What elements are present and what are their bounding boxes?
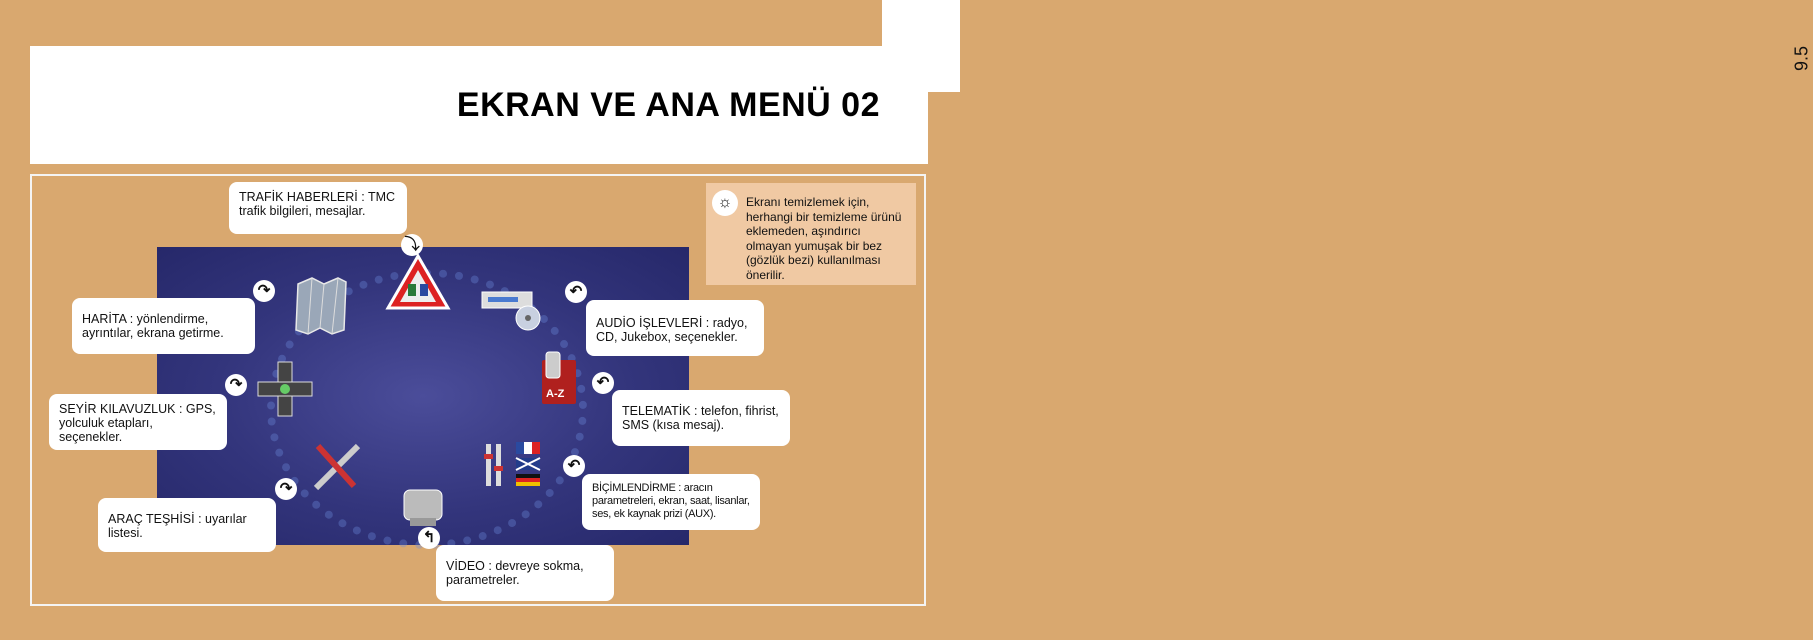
callout-audio xyxy=(586,300,764,356)
arrow-up-icon: ↰ xyxy=(418,527,440,549)
traffic-warning-icon xyxy=(386,254,450,310)
callout-audio-text: AUDİO İŞLEVLERİ : radyo, CD, Jukebox, seçenekler. xyxy=(596,316,748,344)
callout-map-text: HARİTA : yönlendirme, ayrıntılar, ekrana getirme. xyxy=(82,312,224,340)
callout-map xyxy=(72,298,255,354)
arrow-left-icon: ↶ xyxy=(565,281,587,303)
intersection-icon xyxy=(258,362,312,416)
callout-telematics xyxy=(612,390,790,446)
callout-guidance xyxy=(49,394,227,450)
callout-telematics-text: TELEMATİK : telefon, fihrist, SMS (kısa mesaj). xyxy=(622,404,779,432)
video-projector-icon xyxy=(400,484,446,530)
map-icon xyxy=(294,276,350,336)
sun-icon: ☼ xyxy=(712,190,738,216)
callout-config-text: BİÇİMLENDİRME : aracın parametreleri, ekran, saat, lisanlar, ses, ek kaynak prizi (AUX). xyxy=(592,482,750,520)
arrow-right-icon: ↷ xyxy=(275,478,297,500)
callout-vehicle-text: ARAÇ TEŞHİSİ : uyarılar listesi. xyxy=(108,512,247,540)
cleaning-note xyxy=(706,183,916,285)
arrow-right-icon: ↷ xyxy=(253,280,275,302)
page-title: EKRAN VE ANA MENÜ 02 xyxy=(456,86,880,124)
callout-video-text: VİDEO : devreye sokma, parametreler. xyxy=(446,559,584,587)
callout-traffic-text: TRAFİK HABERLERİ : TMC trafik bilgileri, mesajlar. xyxy=(239,190,396,218)
arrow-right-icon: ↷ xyxy=(225,374,247,396)
az-label: A-Z xyxy=(546,388,565,400)
arrow-down-icon: ⤵ xyxy=(401,234,423,256)
callout-traffic xyxy=(229,182,407,234)
phonebook-icon xyxy=(538,350,582,408)
header-panel xyxy=(30,46,928,164)
callout-guidance-text: SEYİR KILAVUZLUK : GPS, yolculuk etapları, seçenekler. xyxy=(59,402,216,444)
page-number: 9.5 xyxy=(1791,45,1812,72)
arrow-left-icon: ↶ xyxy=(592,372,614,394)
arrow-left-icon: ↶ xyxy=(563,455,585,477)
callout-vehicle xyxy=(98,498,276,552)
callout-video xyxy=(436,545,614,601)
cleaning-note-text: Ekranı temizlemek için, herhangi bir temizleme ürünü eklemeden, aşındırıcı olmayan yumuşak bir bez (gözlük bezi) kullanılması önerilir. xyxy=(746,195,902,282)
callout-config xyxy=(582,474,760,530)
tools-icon xyxy=(310,440,366,494)
audio-player-icon xyxy=(480,282,550,332)
settings-flags-icon xyxy=(482,440,542,490)
